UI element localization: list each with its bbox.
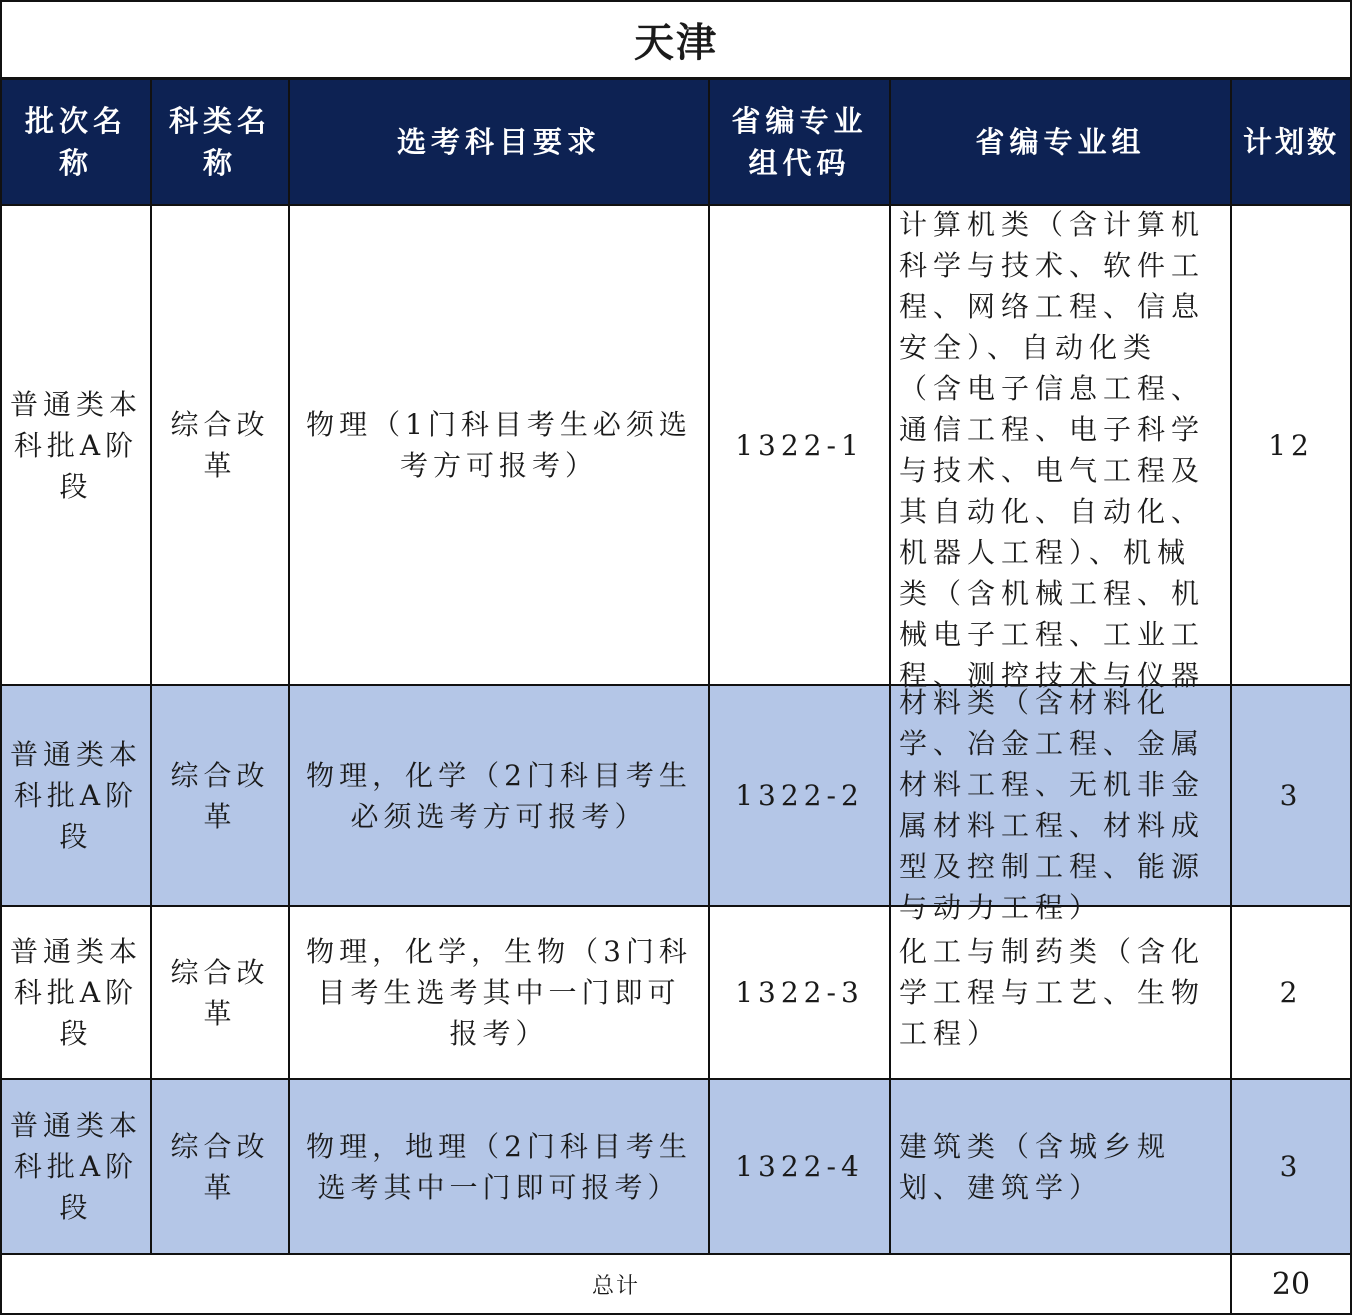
cell-group-code: 1322-3: [709, 906, 890, 1079]
total-row: [1, 1254, 1351, 1314]
cell-batch: 普通类本科批A阶段: [1, 906, 151, 1079]
table-row: [1, 205, 1351, 685]
table-row: [1, 685, 1351, 906]
cell-requirement: 物理，化学（2门科目考生必须选考方可报考）: [289, 685, 709, 906]
cell-plan: 12: [1231, 205, 1351, 685]
cell-group-text: 建筑类（含城乡规划、建筑学）: [899, 1129, 1172, 1204]
header-requirement: 选考科目要求: [289, 78, 709, 205]
cell-plan: 3: [1231, 685, 1351, 906]
header-category: 科类名称: [151, 78, 289, 205]
total-label: 总计: [1, 1254, 1231, 1314]
cell-group-code: 1322-4: [709, 1079, 890, 1254]
sheet-title: 天津: [1, 1, 1351, 78]
cell-batch: 普通类本科批A阶段: [1, 1079, 151, 1254]
table-row: [1, 1079, 1351, 1254]
cell-group: [890, 205, 1231, 692]
cell-batch: 普通类本科批A阶段: [1, 685, 151, 906]
cell-group: [890, 906, 1231, 1079]
cell-requirement: 物理，地理（2门科目考生选考其中一门即可报考）: [289, 1079, 709, 1254]
cell-group-text: 化工与制药类（含化学工程与工艺、生物工程）: [899, 935, 1206, 1050]
cell-group-code: 1322-1: [709, 205, 890, 685]
cell-category: 综合改革: [151, 205, 289, 685]
cell-batch: 普通类本科批A阶段: [1, 205, 151, 685]
table-row: [1, 906, 1351, 1079]
cell-group: [890, 685, 1231, 924]
cell-requirement: 物理（1门科目考生必须选考方可报考）: [289, 205, 709, 685]
cell-category: 综合改革: [151, 1079, 289, 1254]
header-plan: 计划数: [1231, 78, 1351, 205]
header-group: 省编专业组: [890, 78, 1231, 205]
cell-group: [890, 1079, 1231, 1254]
cell-plan: 2: [1231, 906, 1351, 1079]
cell-plan: 3: [1231, 1079, 1351, 1254]
cell-group-text: 材料类（含材料化学、冶金工程、金属材料工程、无机非金属材料工程、材料成型及控制工程、能源与动力工程）: [899, 686, 1206, 924]
header-group-code: 省编专业组代码: [709, 78, 890, 205]
cell-group-code: 1322-2: [709, 685, 890, 906]
header-batch: 批次名称: [1, 78, 151, 205]
cell-category: 综合改革: [151, 906, 289, 1079]
cell-group-text: 计算机类（含计算机科学与技术、软件工程、网络工程、信息安全）、自动化类（含电子信息工程、通信工程、电子科学与技术、电气工程及其自动化、自动化、机器人工程）、机械类（含机械工程、机械电子工程、工业工程、测控技术与仪器: [899, 208, 1206, 692]
cell-requirement: 物理，化学，生物（3门科目考生选考其中一门即可报考）: [289, 906, 709, 1079]
cell-category: 综合改革: [151, 685, 289, 906]
total-value: 20: [1231, 1254, 1351, 1314]
header-row: [1, 78, 1351, 205]
